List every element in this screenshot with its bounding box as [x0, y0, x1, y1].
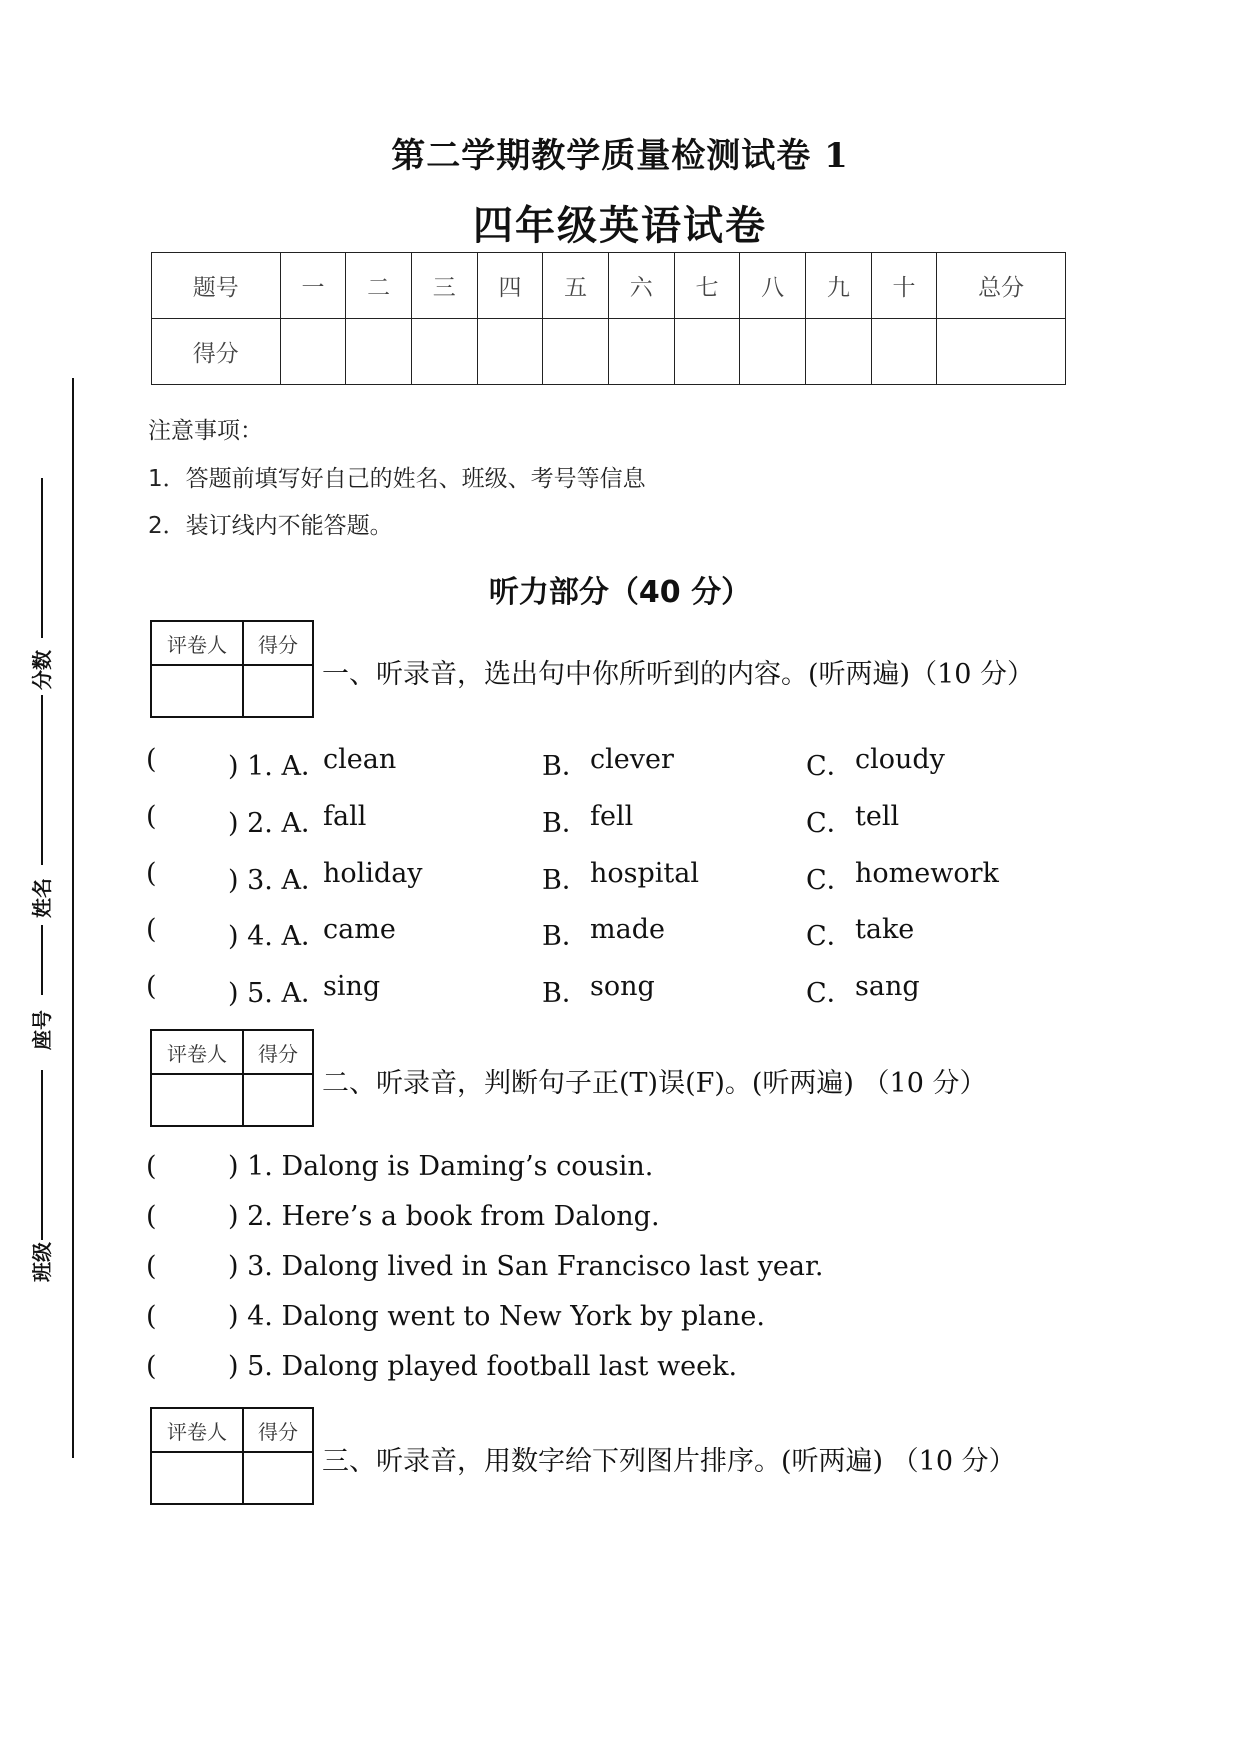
exam-subtitle: 四年级英语试卷 — [473, 203, 767, 249]
grader-score-label: 得分 — [243, 621, 313, 665]
question-number: ) 2. A． — [228, 808, 328, 839]
option-b: fell — [590, 801, 634, 832]
margin-label-name: 姓名 — [30, 878, 54, 918]
note-item: 1．答题前填写好自己的姓名、班级、考号等信息 — [148, 466, 646, 492]
blank-line-name — [41, 695, 43, 865]
score-cell[interactable] — [674, 319, 740, 385]
answer-paren[interactable]: ( — [146, 1351, 157, 1382]
grader-reviewer-cell[interactable] — [151, 1074, 243, 1126]
option-b-label: B． — [542, 751, 589, 782]
part2-heading: 二、听录音，判断句子正(T)误(F)。(听两遍) （10 分） — [322, 1068, 987, 1099]
answer-paren[interactable]: ( — [146, 914, 157, 945]
option-c-label: C． — [806, 978, 854, 1009]
part3-heading: 三、听录音，用数字给下列图片排序。(听两遍) （10 分） — [322, 1446, 1016, 1477]
grader-score-label: 得分 — [243, 1030, 313, 1074]
statement: ) 2. Here’s a book from Dalong. — [228, 1201, 660, 1232]
question-number: ) 3. A． — [228, 865, 328, 896]
option-c-label: C． — [806, 808, 854, 839]
margin-label-class: 班级 — [30, 1242, 54, 1282]
score-col-3: 三 — [411, 253, 477, 319]
option-c-label: C． — [806, 865, 854, 896]
score-table — [151, 252, 1066, 385]
question-number: ) 1. A． — [228, 751, 328, 782]
grader-reviewer-label: 评卷人 — [151, 1030, 243, 1074]
option-b: song — [590, 971, 655, 1002]
option-c: sang — [855, 971, 920, 1002]
statement: ) 4. Dalong went to New York by plane. — [228, 1301, 765, 1332]
answer-paren[interactable]: ( — [146, 971, 157, 1002]
option-b-label: B． — [542, 921, 589, 952]
option-c: tell — [855, 801, 900, 832]
option-a: came — [323, 914, 396, 945]
section-title: 听力部分（40 分） — [488, 575, 752, 610]
statement: ) 3. Dalong lived in San Francisco last year. — [228, 1251, 824, 1282]
option-a: fall — [323, 801, 367, 832]
statement: ) 1. Dalong is Daming’s cousin. — [228, 1151, 654, 1182]
score-col-7: 七 — [674, 253, 740, 319]
score-cell[interactable] — [543, 319, 609, 385]
grader-score-cell[interactable] — [243, 1074, 313, 1126]
score-table-score-row — [152, 319, 1066, 385]
score-col-9: 九 — [805, 253, 871, 319]
option-b: hospital — [590, 858, 700, 889]
option-b-label: B． — [542, 865, 589, 896]
score-cell[interactable] — [608, 319, 674, 385]
option-c: cloudy — [855, 744, 945, 775]
option-a: sing — [323, 971, 381, 1002]
blank-line-score — [41, 478, 43, 638]
option-b-label: B． — [542, 978, 589, 1009]
answer-paren[interactable]: ( — [146, 744, 157, 775]
grader-reviewer-label: 评卷人 — [151, 1408, 243, 1452]
margin-label-seat: 座号 — [30, 1010, 54, 1050]
grader-reviewer-cell[interactable] — [151, 665, 243, 717]
question-number: ) 4. A． — [228, 921, 328, 952]
score-col-8: 八 — [740, 253, 806, 319]
score-col-2: 二 — [346, 253, 412, 319]
score-cell[interactable] — [280, 319, 346, 385]
grader-reviewer-label: 评卷人 — [151, 621, 243, 665]
score-col-6: 六 — [608, 253, 674, 319]
score-cell[interactable] — [740, 319, 806, 385]
score-col-5: 五 — [543, 253, 609, 319]
score-cell[interactable] — [411, 319, 477, 385]
answer-paren[interactable]: ( — [146, 858, 157, 889]
score-col-1: 一 — [280, 253, 346, 319]
part1-heading: 一、听录音，选出句中你所听到的内容。(听两遍)（10 分） — [322, 659, 1035, 690]
question-number: ) 5. A． — [228, 978, 328, 1009]
option-b: clever — [590, 744, 674, 775]
score-cell[interactable] — [805, 319, 871, 385]
statement: ) 5. Dalong played football last week. — [228, 1351, 738, 1382]
grader-box — [150, 1407, 314, 1505]
answer-paren[interactable]: ( — [146, 1201, 157, 1232]
answer-paren[interactable]: ( — [146, 1151, 157, 1182]
grader-box — [150, 1029, 314, 1127]
score-row-label: 得分 — [152, 319, 281, 385]
answer-paren[interactable]: ( — [146, 801, 157, 832]
score-col-4: 四 — [477, 253, 543, 319]
grader-reviewer-cell[interactable] — [151, 1452, 243, 1504]
grader-score-label: 得分 — [243, 1408, 313, 1452]
blank-line-seat — [41, 925, 43, 995]
exam-title: 第二学期教学质量检测试卷 1 — [391, 136, 849, 176]
option-c-label: C． — [806, 921, 854, 952]
option-b-label: B． — [542, 808, 589, 839]
score-row-label: 题号 — [152, 253, 281, 319]
score-cell[interactable] — [937, 319, 1066, 385]
blank-line-class — [41, 1070, 43, 1240]
answer-paren[interactable]: ( — [146, 1301, 157, 1332]
score-table-header-row — [152, 253, 1066, 319]
margin-label-score: 分数 — [30, 650, 54, 690]
score-col-10: 十 — [871, 253, 937, 319]
note-item: 2．装订线内不能答题。 — [148, 513, 393, 539]
score-col-total: 总分 — [937, 253, 1066, 319]
option-c: take — [855, 914, 915, 945]
grader-score-cell[interactable] — [243, 665, 313, 717]
option-b: made — [590, 914, 665, 945]
grader-box — [150, 620, 314, 718]
option-c: homework — [855, 858, 999, 889]
option-a: clean — [323, 744, 397, 775]
option-c-label: C． — [806, 751, 854, 782]
score-cell[interactable] — [871, 319, 937, 385]
option-a: holiday — [323, 858, 423, 889]
binding-line — [72, 378, 74, 1458]
answer-paren[interactable]: ( — [146, 1251, 157, 1282]
score-cell[interactable] — [346, 319, 412, 385]
score-cell[interactable] — [477, 319, 543, 385]
notes-heading: 注意事项： — [148, 418, 263, 444]
grader-score-cell[interactable] — [243, 1452, 313, 1504]
